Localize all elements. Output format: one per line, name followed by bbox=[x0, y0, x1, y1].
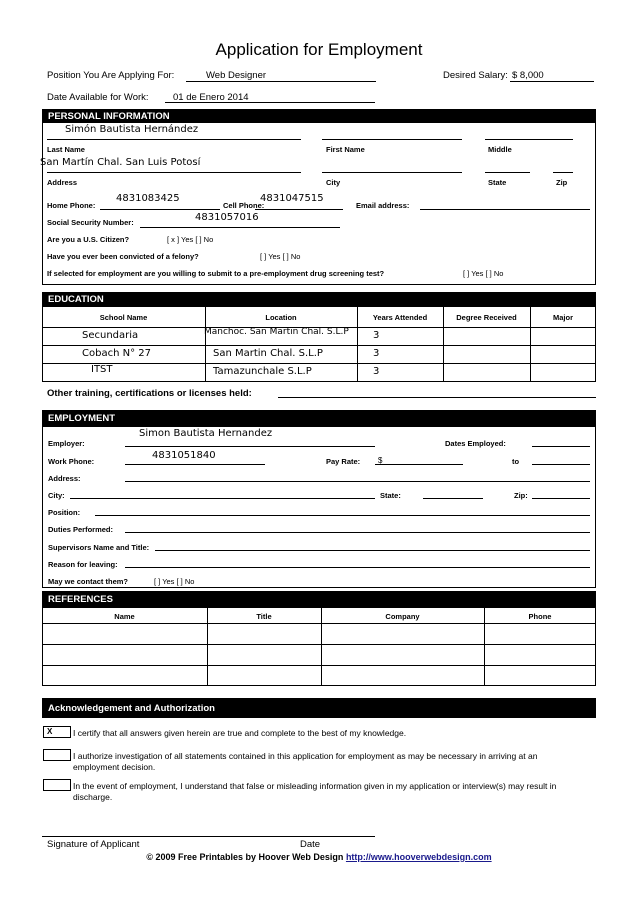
work-phone-label: Work Phone: bbox=[48, 457, 95, 466]
emp-position-label: Position: bbox=[48, 508, 81, 517]
work-phone-line bbox=[125, 464, 265, 465]
signature-label: Signature of Applicant bbox=[47, 839, 140, 850]
position-line bbox=[186, 81, 376, 82]
discharge-statement: In the event of employment, I understand that false or misleading information given in my application or interview(s) may result in discharge. bbox=[73, 781, 557, 802]
drug-test-checkboxes[interactable]: [ ] Yes [ ] No bbox=[463, 269, 504, 278]
certify-checkbox[interactable]: X bbox=[43, 726, 71, 738]
last-name-label: Last Name bbox=[47, 145, 85, 154]
education-row-divider bbox=[42, 345, 596, 346]
authorize-statement: I authorize investigation of all statements contained in this application for employment as may be necessary in arriving at an employment decision. bbox=[73, 751, 538, 772]
first-name-line bbox=[322, 139, 462, 140]
reason-leaving-line bbox=[125, 567, 590, 568]
edu-school-2[interactable]: Cobach N° 27 bbox=[82, 348, 151, 359]
ssn-line bbox=[140, 227, 340, 228]
edu-years-2[interactable]: 3 bbox=[373, 348, 380, 359]
col-major: Major bbox=[552, 313, 573, 322]
references-row-divider bbox=[42, 665, 596, 666]
edu-school-3[interactable]: ITST bbox=[91, 364, 113, 375]
state-label: State bbox=[488, 178, 507, 187]
education-section-header: EDUCATION bbox=[42, 292, 596, 306]
pay-rate-line bbox=[375, 464, 463, 465]
address-label: Address bbox=[47, 178, 78, 187]
supervisor-label: Supervisors Name and Title: bbox=[48, 543, 150, 552]
home-phone-label: Home Phone: bbox=[47, 201, 96, 210]
references-section-header: REFERENCES bbox=[42, 591, 596, 607]
drug-test-label: If selected for employment are you willing to submit to a pre-employment drug screening test? bbox=[47, 269, 385, 278]
pay-rate-label: Pay Rate: bbox=[326, 457, 361, 466]
page-title: Application for Employment bbox=[215, 40, 423, 59]
work-phone-value[interactable]: 4831051840 bbox=[152, 450, 216, 461]
edu-location-1[interactable]: Manchoc. San Martin Chal. S.L.P bbox=[204, 327, 349, 337]
middle-label: Middle bbox=[488, 145, 512, 154]
signature-date-label: Date bbox=[300, 839, 321, 850]
home-phone-line bbox=[100, 209, 220, 210]
duties-line bbox=[125, 532, 590, 533]
state-line bbox=[485, 172, 530, 173]
felony-label: Have you ever been convicted of a felony? bbox=[47, 252, 199, 261]
edu-location-2[interactable]: San Martin Chal. S.L.P bbox=[213, 348, 323, 359]
employer-line bbox=[125, 446, 375, 447]
name-value[interactable]: Simón Bautista Hernández bbox=[65, 124, 199, 135]
footer-credit bbox=[0, 852, 638, 862]
salary-line bbox=[510, 81, 594, 82]
employer-value[interactable]: Simon Bautista Hernandez bbox=[139, 428, 273, 439]
ref-col-phone: Phone bbox=[528, 612, 552, 621]
other-training-label: Other training, certifications or licenses held: bbox=[47, 388, 252, 399]
cell-phone-value[interactable]: 4831047515 bbox=[260, 193, 324, 204]
date-available-value[interactable]: 01 de Enero 2014 bbox=[173, 92, 249, 103]
education-row-divider bbox=[42, 363, 596, 364]
supervisor-line bbox=[155, 550, 590, 551]
personal-section-header: PERSONAL INFORMATION bbox=[42, 109, 596, 123]
references-header-divider bbox=[42, 623, 596, 624]
emp-state-label: State: bbox=[380, 491, 401, 500]
position-value[interactable]: Web Designer bbox=[206, 70, 267, 81]
salary-value[interactable]: $ 8,000 bbox=[512, 70, 544, 81]
first-name-label: First Name bbox=[326, 145, 365, 154]
dates-employed-line bbox=[532, 446, 590, 447]
zip-label: Zip bbox=[556, 178, 568, 187]
last-name-line bbox=[47, 139, 301, 140]
city-line bbox=[322, 172, 462, 173]
home-phone-value[interactable]: 4831083425 bbox=[116, 193, 180, 204]
employment-section-frame bbox=[42, 426, 596, 588]
signature-line bbox=[42, 836, 375, 837]
emp-zip-label: Zip: bbox=[514, 491, 528, 500]
authorize-checkbox[interactable] bbox=[43, 749, 71, 761]
citizen-label: Are you a U.S. Citizen? bbox=[47, 235, 130, 244]
ref-col-company: Company bbox=[385, 612, 420, 621]
col-degree: Degree Received bbox=[456, 313, 517, 322]
middle-line bbox=[485, 139, 573, 140]
employer-label: Employer: bbox=[48, 439, 85, 448]
cell-phone-label: Cell Phone: bbox=[223, 201, 265, 210]
dates-employed-label: Dates Employed: bbox=[445, 439, 506, 448]
cell-phone-line bbox=[255, 209, 343, 210]
discharge-checkbox[interactable] bbox=[43, 779, 71, 791]
ssn-value[interactable]: 4831057016 bbox=[195, 212, 259, 223]
emp-address-line bbox=[125, 481, 590, 482]
contact-label: May we contact them? bbox=[48, 577, 129, 586]
address-value[interactable]: San Martín Chal. San Luis Potosí bbox=[40, 157, 201, 168]
address-line bbox=[47, 172, 301, 173]
emp-position-line bbox=[95, 515, 590, 516]
emp-city-label: City: bbox=[48, 491, 65, 500]
email-line bbox=[420, 209, 590, 210]
reason-leaving-label: Reason for leaving: bbox=[48, 560, 118, 569]
references-row-divider bbox=[42, 644, 596, 645]
city-label: City bbox=[326, 178, 341, 187]
col-location: Location bbox=[265, 313, 297, 322]
ref-col-title: Title bbox=[256, 612, 272, 621]
employment-section-header: EMPLOYMENT bbox=[42, 410, 596, 426]
edu-location-3[interactable]: Tamazunchale S.L.P bbox=[213, 366, 312, 377]
pay-rate-value[interactable]: $ bbox=[378, 456, 383, 465]
contact-checkboxes[interactable]: [ ] Yes [ ] No bbox=[154, 577, 195, 586]
to-line bbox=[532, 464, 590, 465]
emp-state-line bbox=[423, 498, 483, 499]
footer-credit-text: © 2009 Free Printables by Hoover Web Design bbox=[146, 852, 344, 862]
felony-checkboxes[interactable]: [ ] Yes [ ] No bbox=[260, 252, 301, 261]
emp-city-line bbox=[70, 498, 375, 499]
col-school-name: School Name bbox=[99, 313, 148, 322]
acknowledgement-section-header: Acknowledgement and Authorization bbox=[42, 698, 596, 718]
email-label: Email address: bbox=[356, 201, 410, 210]
date-available-label: Date Available for Work: bbox=[47, 92, 149, 103]
emp-zip-line bbox=[532, 498, 590, 499]
citizen-checkboxes[interactable]: [ x ] Yes [ ] No bbox=[167, 235, 214, 244]
certify-statement: I certify that all answers given herein are true and complete to the best of my knowledge. bbox=[73, 728, 407, 738]
ssn-label: Social Security Number: bbox=[47, 218, 134, 227]
other-training-line bbox=[278, 397, 596, 398]
to-label: to bbox=[512, 457, 520, 466]
edu-years-3[interactable]: 3 bbox=[373, 366, 380, 377]
duties-label: Duties Performed: bbox=[48, 525, 114, 534]
zip-line bbox=[553, 172, 573, 173]
edu-years-1[interactable]: 3 bbox=[373, 330, 380, 341]
col-years: Years Attended bbox=[372, 313, 428, 322]
salary-label: Desired Salary: bbox=[443, 70, 508, 81]
edu-school-1[interactable]: Secundaria bbox=[82, 330, 139, 341]
emp-address-label: Address: bbox=[48, 474, 81, 483]
footer-link[interactable]: http://www.hooverwebdesign.com bbox=[345, 852, 492, 862]
date-line bbox=[165, 102, 375, 103]
position-label: Position You Are Applying For: bbox=[47, 70, 175, 81]
ref-col-name: Name bbox=[114, 612, 135, 621]
